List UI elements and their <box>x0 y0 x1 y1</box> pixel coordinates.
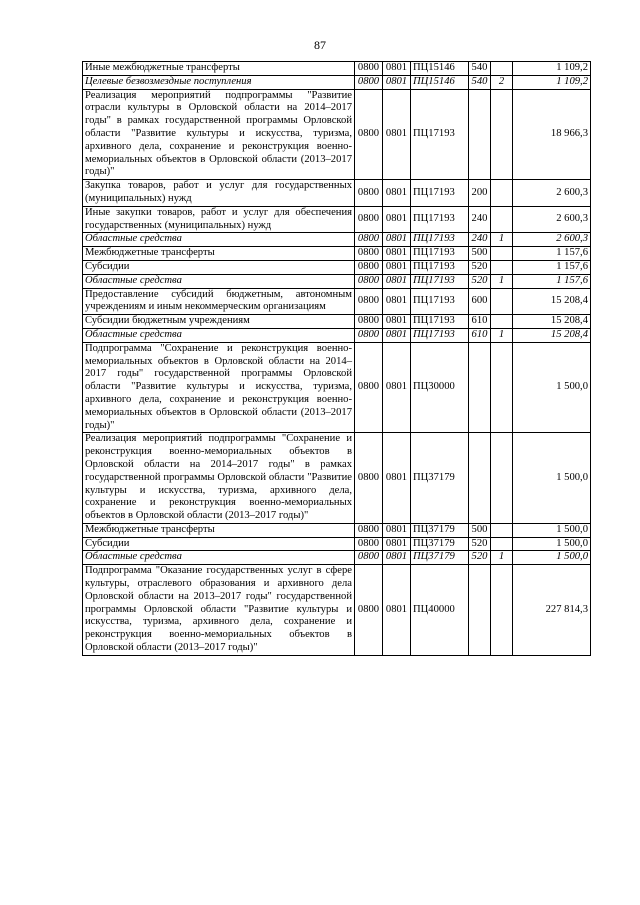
amount-cell: 1 500,0 <box>513 537 591 551</box>
funding-source-cell <box>491 247 513 261</box>
amount-cell: 2 600,3 <box>513 206 591 233</box>
table-row <box>83 206 591 233</box>
target-article-cell: ПЦ37179 <box>411 433 469 524</box>
funding-source-cell <box>491 260 513 274</box>
expense-type-cell: 240 <box>469 233 491 247</box>
table-row <box>83 89 591 180</box>
funding-source-cell: 1 <box>491 274 513 288</box>
expense-type-cell: 540 <box>469 75 491 89</box>
section-code-cell: 0800 <box>355 260 383 274</box>
expense-type-cell: 200 <box>469 180 491 207</box>
amount-cell: 227 814,3 <box>513 565 591 656</box>
table-row <box>83 288 591 315</box>
subsection-code-cell: 0801 <box>383 206 411 233</box>
section-code-cell: 0800 <box>355 75 383 89</box>
expense-name-cell: Субсидии <box>83 260 355 274</box>
expense-name-cell: Закупка товаров, работ и услуг для государственных (муниципальных) нужд <box>83 180 355 207</box>
subsection-code-cell: 0801 <box>383 62 411 76</box>
subsection-code-cell: 0801 <box>383 342 411 433</box>
section-code-cell: 0800 <box>355 288 383 315</box>
funding-source-cell <box>491 180 513 207</box>
subsection-code-cell: 0801 <box>383 247 411 261</box>
section-code-cell: 0800 <box>355 89 383 180</box>
funding-source-cell <box>491 433 513 524</box>
expense-type-cell <box>469 342 491 433</box>
table-row <box>83 523 591 537</box>
funding-source-cell <box>491 206 513 233</box>
section-code-cell: 0800 <box>355 206 383 233</box>
amount-cell: 1 500,0 <box>513 342 591 433</box>
budget-table <box>82 61 591 656</box>
table-row <box>83 247 591 261</box>
target-article-cell: ПЦ17193 <box>411 315 469 329</box>
table-row <box>83 342 591 433</box>
subsection-code-cell: 0801 <box>383 537 411 551</box>
target-article-cell: ПЦ40000 <box>411 565 469 656</box>
section-code-cell: 0800 <box>355 342 383 433</box>
target-article-cell: ПЦ17193 <box>411 247 469 261</box>
table-row <box>83 551 591 565</box>
subsection-code-cell: 0801 <box>383 523 411 537</box>
amount-cell: 1 109,2 <box>513 62 591 76</box>
expense-type-cell <box>469 89 491 180</box>
amount-cell: 1 157,6 <box>513 274 591 288</box>
section-code-cell: 0800 <box>355 523 383 537</box>
subsection-code-cell: 0801 <box>383 89 411 180</box>
table-row <box>83 328 591 342</box>
target-article-cell: ПЦ37179 <box>411 551 469 565</box>
expense-name-cell: Предоставление субсидий бюджетным, автономным учреждениям и иным некоммерческим организациям <box>83 288 355 315</box>
expense-type-cell: 610 <box>469 315 491 329</box>
amount-cell: 1 500,0 <box>513 433 591 524</box>
amount-cell: 1 157,6 <box>513 247 591 261</box>
target-article-cell: ПЦ17193 <box>411 260 469 274</box>
amount-cell: 18 966,3 <box>513 89 591 180</box>
expense-name-cell: Субсидии бюджетным учреждениям <box>83 315 355 329</box>
subsection-code-cell: 0801 <box>383 565 411 656</box>
expense-name-cell: Областные средства <box>83 328 355 342</box>
expense-type-cell: 520 <box>469 274 491 288</box>
expense-type-cell: 540 <box>469 62 491 76</box>
funding-source-cell <box>491 342 513 433</box>
expense-name-cell: Областные средства <box>83 233 355 247</box>
target-article-cell: ПЦ17193 <box>411 180 469 207</box>
amount-cell: 15 208,4 <box>513 288 591 315</box>
funding-source-cell: 1 <box>491 551 513 565</box>
expense-name-cell: Межбюджетные трансферты <box>83 523 355 537</box>
table-row <box>83 180 591 207</box>
expense-name-cell: Межбюджетные трансферты <box>83 247 355 261</box>
target-article-cell: ПЦ15146 <box>411 62 469 76</box>
target-article-cell: ПЦ17193 <box>411 89 469 180</box>
section-code-cell: 0800 <box>355 537 383 551</box>
funding-source-cell <box>491 523 513 537</box>
section-code-cell: 0800 <box>355 247 383 261</box>
subsection-code-cell: 0801 <box>383 551 411 565</box>
expense-type-cell: 500 <box>469 523 491 537</box>
table-row <box>83 62 591 76</box>
target-article-cell: ПЦ15146 <box>411 75 469 89</box>
table-row <box>83 537 591 551</box>
target-article-cell: ПЦ37179 <box>411 523 469 537</box>
section-code-cell: 0800 <box>355 180 383 207</box>
table-row <box>83 260 591 274</box>
section-code-cell: 0800 <box>355 315 383 329</box>
section-code-cell: 0800 <box>355 551 383 565</box>
amount-cell: 2 600,3 <box>513 180 591 207</box>
expense-name-cell: Подпрограмма "Оказание государственных услуг в сфере культуры, отраслевого образования и архивного дела Орловской области на 2013–2017 годы" государственной программы Орловской области "Развитие культуры и искусства, туризма, архивного дела, сохранение и реконструкция военно-мемориальных объектов в Орловской области (2013–2017 годы)" <box>83 565 355 656</box>
target-article-cell: ПЦ30000 <box>411 342 469 433</box>
subsection-code-cell: 0801 <box>383 260 411 274</box>
table-row <box>83 233 591 247</box>
funding-source-cell <box>491 537 513 551</box>
amount-cell: 15 208,4 <box>513 328 591 342</box>
subsection-code-cell: 0801 <box>383 180 411 207</box>
section-code-cell: 0800 <box>355 433 383 524</box>
expense-name-cell: Реализация мероприятий подпрограммы "Сохранение и реконструкция военно-мемориальных объектов в Орловской области на 2014–2017 годы" в рамках государственной программы Орловской области "Развитие культуры и искусства, туризма, архивного дела, сохранение и реконструкция военно-мемориальных объектов в Орловской области (2013–2017 годы)" <box>83 433 355 524</box>
expense-name-cell: Субсидии <box>83 537 355 551</box>
amount-cell: 15 208,4 <box>513 315 591 329</box>
funding-source-cell: 1 <box>491 233 513 247</box>
section-code-cell: 0800 <box>355 328 383 342</box>
target-article-cell: ПЦ17193 <box>411 233 469 247</box>
target-article-cell: ПЦ37179 <box>411 537 469 551</box>
budget-table-body <box>83 62 591 656</box>
table-row <box>83 433 591 524</box>
target-article-cell: ПЦ17193 <box>411 274 469 288</box>
expense-name-cell: Целевые безвозмездные поступления <box>83 75 355 89</box>
page-number: 87 <box>314 38 326 52</box>
funding-source-cell: 1 <box>491 328 513 342</box>
target-article-cell: ПЦ17193 <box>411 288 469 315</box>
funding-source-cell <box>491 565 513 656</box>
expense-name-cell: Реализация мероприятий подпрограммы "Развитие отрасли культуры в Орловской области на 2014–2017 годы" в рамках государственной программы Орловской области "Развитие культуры и искусства, туризма, архивного дела, сохранение и реконструкция военно-мемориальных объектов в Орловской области (2013–2017 годы)" <box>83 89 355 180</box>
expense-type-cell <box>469 433 491 524</box>
section-code-cell: 0800 <box>355 565 383 656</box>
amount-cell: 1 157,6 <box>513 260 591 274</box>
amount-cell: 1 500,0 <box>513 551 591 565</box>
funding-source-cell <box>491 315 513 329</box>
subsection-code-cell: 0801 <box>383 288 411 315</box>
amount-cell: 1 109,2 <box>513 75 591 89</box>
subsection-code-cell: 0801 <box>383 233 411 247</box>
funding-source-cell: 2 <box>491 75 513 89</box>
expense-type-cell: 500 <box>469 247 491 261</box>
target-article-cell: ПЦ17193 <box>411 206 469 233</box>
subsection-code-cell: 0801 <box>383 75 411 89</box>
section-code-cell: 0800 <box>355 274 383 288</box>
subsection-code-cell: 0801 <box>383 315 411 329</box>
expense-type-cell: 610 <box>469 328 491 342</box>
expense-type-cell <box>469 565 491 656</box>
subsection-code-cell: 0801 <box>383 274 411 288</box>
funding-source-cell <box>491 62 513 76</box>
table-row <box>83 565 591 656</box>
expense-type-cell: 520 <box>469 551 491 565</box>
table-row <box>83 274 591 288</box>
expense-name-cell: Иные закупки товаров, работ и услуг для обеспечения государственных (муниципальных) нужд <box>83 206 355 233</box>
expense-type-cell: 240 <box>469 206 491 233</box>
subsection-code-cell: 0801 <box>383 328 411 342</box>
section-code-cell: 0800 <box>355 233 383 247</box>
expense-type-cell: 520 <box>469 537 491 551</box>
section-code-cell: 0800 <box>355 62 383 76</box>
target-article-cell: ПЦ17193 <box>411 328 469 342</box>
expense-type-cell: 600 <box>469 288 491 315</box>
expense-name-cell: Областные средства <box>83 274 355 288</box>
amount-cell: 2 600,3 <box>513 233 591 247</box>
expense-type-cell: 520 <box>469 260 491 274</box>
amount-cell: 1 500,0 <box>513 523 591 537</box>
subsection-code-cell: 0801 <box>383 433 411 524</box>
funding-source-cell <box>491 89 513 180</box>
funding-source-cell <box>491 288 513 315</box>
expense-name-cell: Иные межбюджетные трансферты <box>83 62 355 76</box>
expense-name-cell: Областные средства <box>83 551 355 565</box>
table-row <box>83 75 591 89</box>
table-row <box>83 315 591 329</box>
expense-name-cell: Подпрограмма "Сохранение и реконструкция военно-мемориальных объектов в Орловской области на 2014–2017 годы" государственной программы Орловской области "Развитие культуры и искусства, туризма, архивного дела, сохранение и реконструкция военно-мемориальных объектов в Орловской области (2013–2017 годы)" <box>83 342 355 433</box>
